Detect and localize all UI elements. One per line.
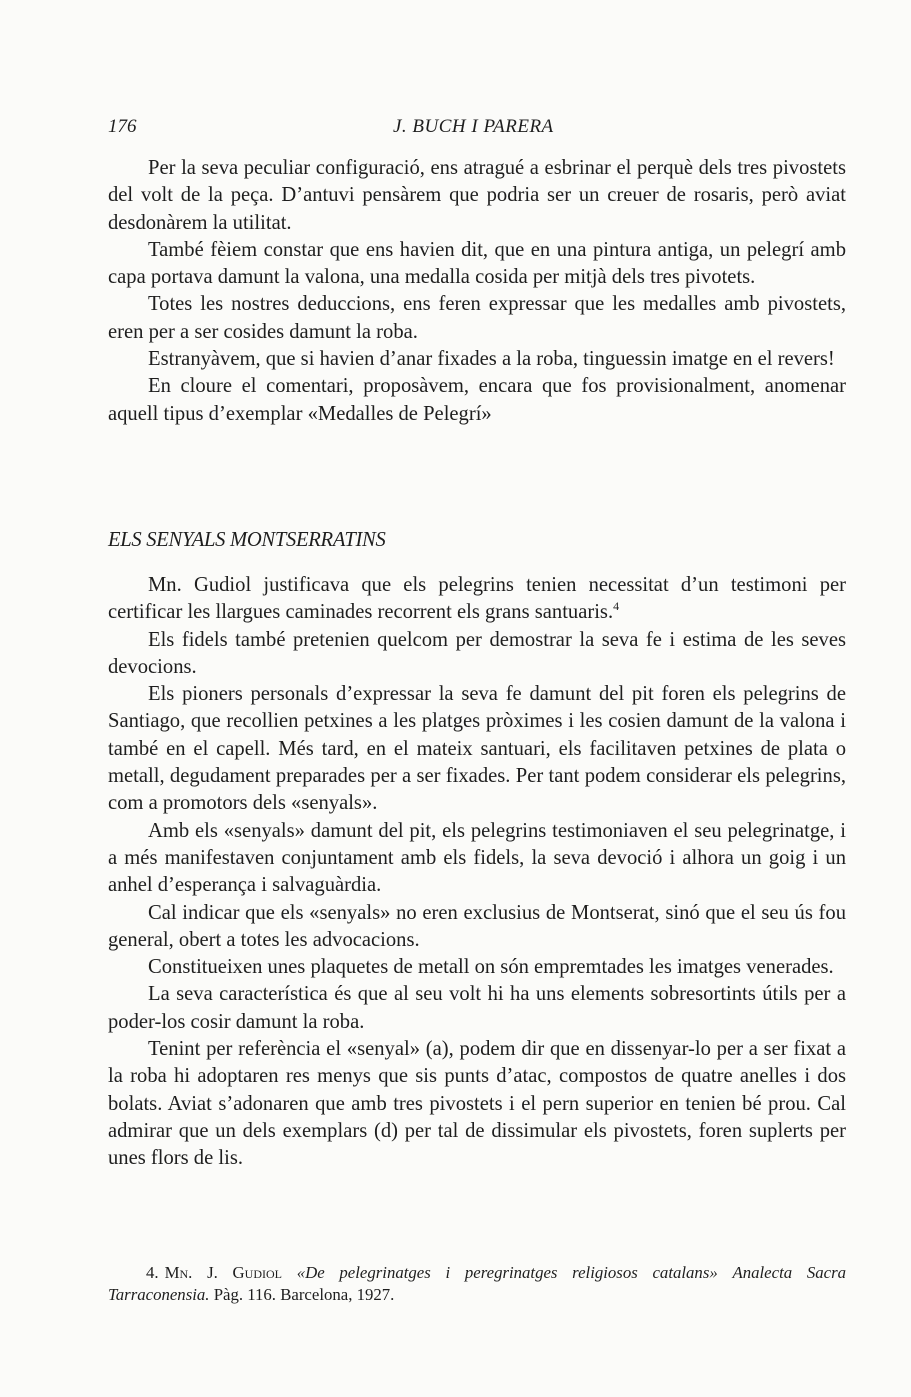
paragraph-text: Mn. Gudiol justificava que els pelegrins tenien necessitat d’un testimoni per certificar les llargues caminades recorrent els grans santuaris. xyxy=(108,574,846,624)
running-head xyxy=(108,116,846,140)
intro-text xyxy=(108,155,846,428)
paragraph: Totes les nostres deduccions, ens feren expressar que les medalles amb pivostets, eren per a ser cosides damunt la roba. xyxy=(108,293,846,343)
footnote-journal: Analecta Sacra Tarraconensia. xyxy=(108,1263,847,1304)
footnote-reference[interactable]: 4 xyxy=(613,599,620,614)
footnote xyxy=(108,1262,846,1306)
paragraph: Els pioners personals d’expressar la seva fe damunt del pit foren els pelegrins de Santiago, que recollien petxines a les platges pròximes i les cosien damunt de la valona i també en el capell. Més tard, en el mateix santuari, els facilitaven petxines de plata o metall, degudament preparades per a ser fixades. Per tant podem considerar els pelegrins, com a promotors dels «senyals». xyxy=(108,683,846,815)
page-number: 176 xyxy=(108,116,137,137)
paragraph: Tenint per referència el «senyal» (a), podem dir que en dissenyar-lo per a ser fixat a la roba hi adoptaren res menys que sis punts d’atac, compostos de quatre anelles i dos bolats. Aviat s’adonaren que amb tres pivostets i el pern superior en tenien bé prou. Cal admirar que un dels exemplars (d) per tal de dissimular els pivostets, foren suplerts per unes flors de lis. xyxy=(108,1038,846,1170)
paragraph: Per la seva peculiar configuració, ens atragué a esbrinar el perquè dels tres pivostets del volt de la peça. D’antuvi pensàrem que podria ser un creuer de rosaris, però aviat desdonàrem la utilitat. xyxy=(108,157,846,234)
paragraph: Constitueixen unes plaquetes de metall on són empremtades les imatges venerades. xyxy=(148,956,834,979)
section-text xyxy=(108,572,846,1173)
paragraph: Amb els «senyals» damunt del pit, els pelegrins testimoniaven el seu pelegrinatge, i a més manifestaven conjuntament amb els fidels, la seva devoció i alhora un goig i un anhel d’esperança i salvaguàrdia. xyxy=(108,819,846,897)
footnote-title: «De pelegrinatges i peregrinatges religiosos catalans» xyxy=(296,1263,718,1282)
paragraph: També fèiem constar que ens havien dit, que en una pintura antiga, un pelegrí amb capa portava damunt la valona, una medalla cosida per mitjà dels tres pivotets. xyxy=(108,238,846,289)
section-heading: ELS SENYALS MONTSERRATINS xyxy=(108,529,386,551)
running-head-author: J. BUCH I PARERA xyxy=(393,116,554,137)
footnote-details: Pàg. 116. Barcelona, 1927. xyxy=(213,1285,395,1304)
paragraph xyxy=(108,572,846,627)
paragraph: Estranyàvem, que si havien d’anar fixades a la roba, tinguessin imatge en el revers! xyxy=(148,348,835,371)
paragraph: La seva característica és que al seu volt hi ha uns elements sobresortints útils per a poder-los cosir damunt la roba. xyxy=(108,983,846,1033)
paragraph: Cal indicar que els «senyals» no eren exclusius de Montserat, sinó que el seu ús fou general, obert a totes les advocacions. xyxy=(108,901,846,951)
footnote-author: Mn. J. Gudiol xyxy=(164,1263,282,1282)
footnote-number: 4. xyxy=(146,1263,159,1282)
paragraph: En cloure el comentari, proposàvem, encara que fos provisionalment, anomenar aquell tipus d’exemplar «Medalles de Pelegrí» xyxy=(108,375,846,425)
paragraph: Els fidels també pretenien quelcom per demostrar la seva fe i estima de les seves devocions. xyxy=(108,628,846,678)
